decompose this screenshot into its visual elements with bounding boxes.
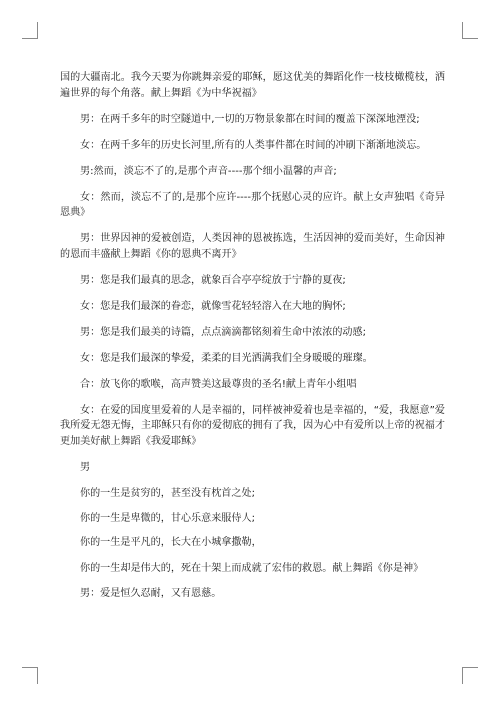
- crop-mark-bottom-right-vertical: [462, 667, 463, 684]
- crop-mark-top-right-horizontal: [462, 38, 478, 39]
- crop-mark-top-left-horizontal: [22, 38, 38, 39]
- paragraph-16: 你的一生是平凡的，长大在小城拿撒勒，: [80, 537, 262, 549]
- crop-mark-bottom-left-horizontal: [22, 667, 38, 668]
- paragraph-13: 男: [80, 461, 91, 473]
- paragraph-12: 女：在爱的国度里爱着的人是幸福的，同样被神爱着也是幸福的，“爱，我愿意”爱我所爱无怨无悔，主耶稣只有你的爱彻底的拥有了我，因为心中有爱所以上帝的祝福才更加美好献上舞蹈《我爱耶稣》: [60, 404, 445, 447]
- paragraph-4: 男:然而，淡忘不了的,是那个声音----那个细小温馨的声音;: [80, 165, 337, 177]
- document-body: [60, 70, 445, 612]
- paragraph-1: 国的大疆南北。我今天要为你跳舞亲爱的耶稣，愿这优美的舞蹈化作一枝枝橄榄枝，洒遍世界的每个角落。献上舞蹈《为中华祝福》: [60, 72, 445, 99]
- crop-mark-bottom-right-horizontal: [462, 667, 478, 668]
- paragraph-3: 女：在两千多年的历史长河里,所有的人类事件都在时间的冲刷下渐渐地淡忘。: [80, 139, 427, 151]
- paragraph-6: 男：世界因神的爱被创造，人类因神的恩被拣选，生活因神的爱而美好，生命因神的恩而丰盛献上舞蹈《你的恩典不离开》: [60, 233, 445, 260]
- crop-mark-top-right-vertical: [462, 22, 463, 39]
- paragraph-18: 男：爱是恒久忍耐，又有恩慈。: [80, 588, 222, 600]
- paragraph-9: 男：您是我们最美的诗篇，点点滴滴都铭刻着生命中浓浓的动感;: [80, 326, 367, 338]
- crop-mark-bottom-left-vertical: [37, 667, 38, 684]
- paragraph-2: 男：在两千多年的时空隧道中,一切的万物景象都在时间的覆盖下深深地湮没;: [80, 113, 420, 125]
- paragraph-11: 合：放飞你的歌喉，高声赞美这最尊贵的圣名!献上青年小组唱: [80, 378, 357, 390]
- paragraph-8: 女：您是我们最深的眷恋，就像雪花轻轻溶入在大地的胸怀;: [80, 300, 346, 312]
- paragraph-5: 女：然而，淡忘不了的,是那个应许----那个抚慰心灵的应许。献上女声独唱《奇异恩典》: [60, 191, 445, 219]
- paragraph-14: 你的一生是贫穷的，甚至没有枕首之处;: [80, 487, 255, 499]
- paragraph-10: 女：您是我们最深的挚爱，柔柔的目光洒满我们全身暖暖的璀璨。: [80, 352, 373, 364]
- paragraph-15: 你的一生是卑微的，甘心乐意来服侍人;: [80, 512, 255, 524]
- paragraph-17: 你的一生却是伟大的，死在十架上而成就了宏伟的救恩。献上舞蹈《你是神》: [80, 563, 424, 575]
- crop-mark-top-left-vertical: [37, 22, 38, 39]
- paragraph-7: 男：您是我们最真的思念，就象百合亭亭绽放于宁静的夏夜;: [80, 274, 346, 286]
